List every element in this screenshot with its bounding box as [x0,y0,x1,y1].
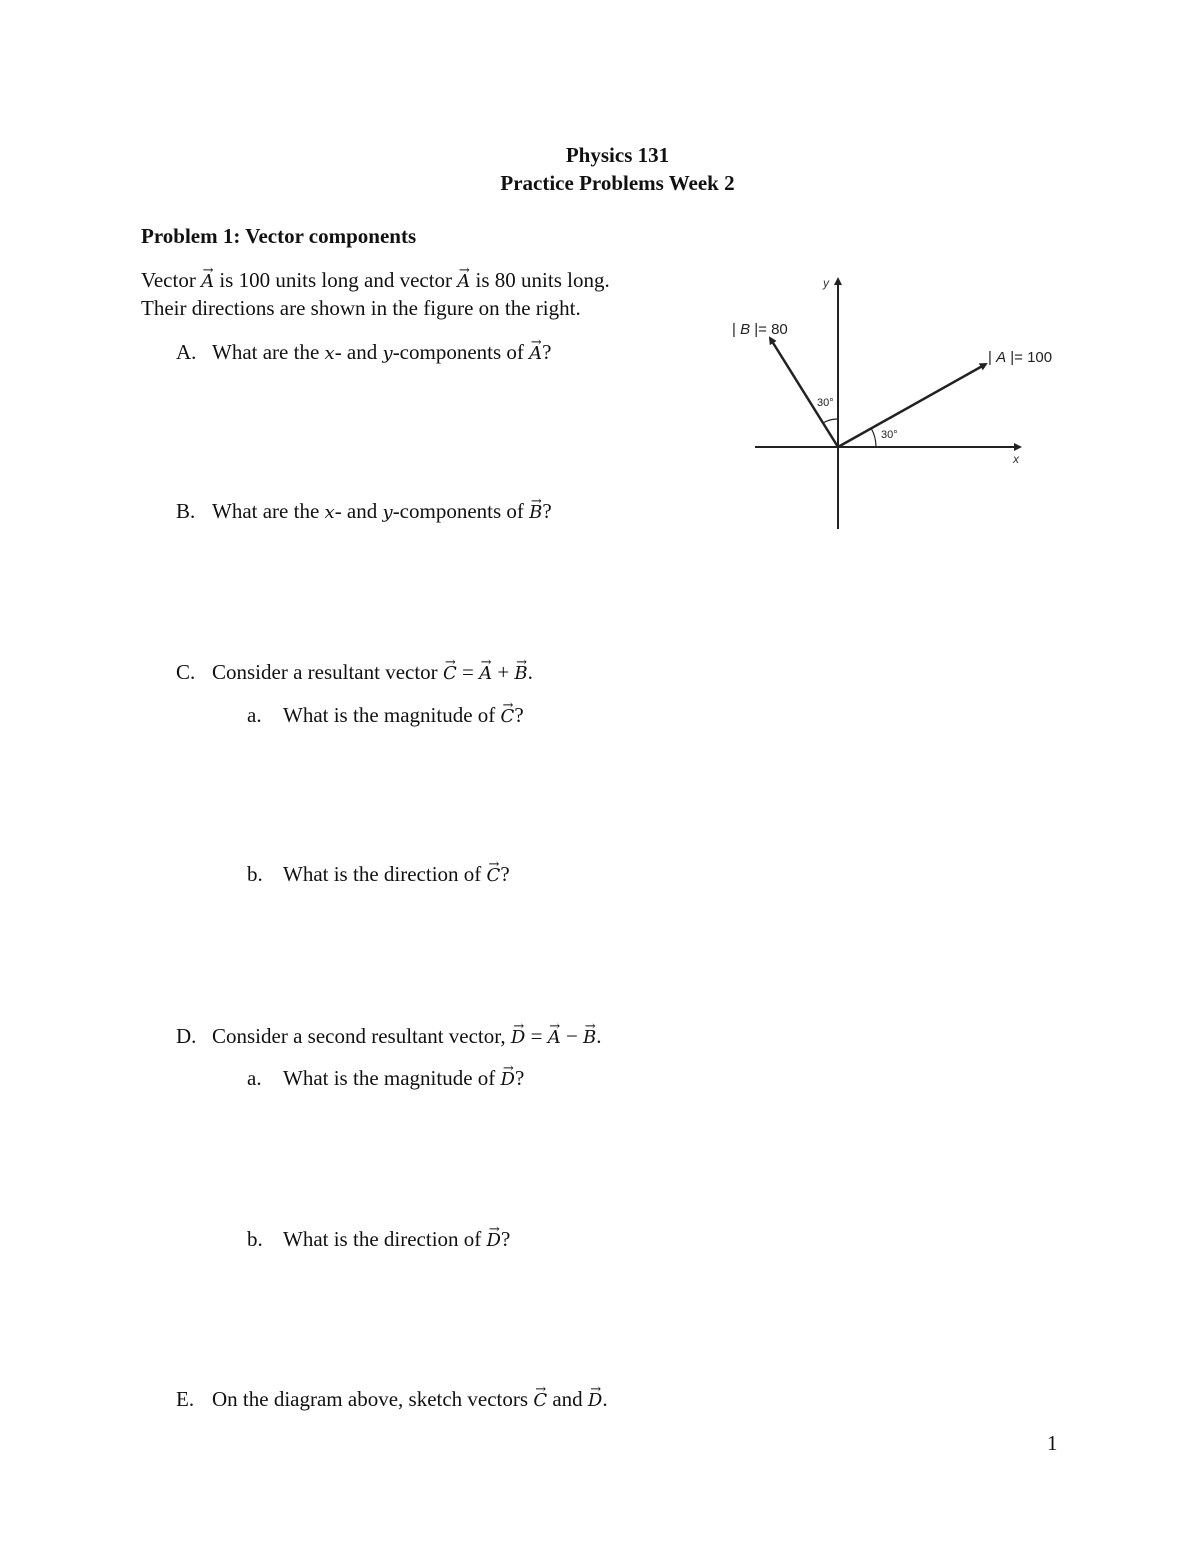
part-a-label: A. [176,340,197,364]
vector-b-magnitude-label: | B |= 80 [732,321,788,338]
part-b: B. What are the x- and y-components of → B? [176,499,552,524]
angle-a-label: 30° [881,429,898,441]
vector-a-arrow [838,364,986,447]
document-subtitle: Practice Problems Week 2 [500,171,735,195]
part-c-b: b. What is the direction of → C? [247,862,510,887]
vector-b-symbol: → B [529,502,542,523]
part-d-a: a. What is the magnitude of → D? [247,1066,524,1091]
angle-b-label: 30° [817,397,834,409]
part-c: C. Consider a resultant vector → C = → A + → B. [176,660,533,685]
vector-a-magnitude-label: | A |= 100 [988,349,1053,366]
part-c-label: C. [176,660,196,684]
vector-a-symbol: → A [529,343,542,364]
intro-line-1: Vector → A is 100 units long and vector → A is 80 units long. [141,268,610,293]
vector-diagram [720,265,1080,540]
part-a: A. What are the x- and y-components of → A? [176,340,552,365]
part-e-label: E. [176,1387,195,1411]
page-number: 1 [1047,1431,1058,1455]
problem-title: Problem 1: Vector components [141,224,417,248]
vector-a-symbol: → A [457,271,470,292]
part-d-b: b. What is the direction of → D? [247,1227,510,1252]
part-d-label: D. [176,1024,197,1048]
angle-a-arc [871,428,876,447]
part-c-a: a. What is the magnitude of → C? [247,703,524,728]
vector-b-arrow [770,338,838,447]
vector-a-symbol: → A [201,271,214,292]
course-title: Physics 131 [565,143,670,167]
angle-b-arc [823,419,838,423]
part-b-label: B. [176,499,196,523]
y-axis-label: y [823,276,829,290]
intro-line-2: Their directions are shown in the figure on the right. [141,296,581,320]
x-axis-label: x [1013,452,1019,466]
part-e: E. On the diagram above, sketch vectors → C and → D. [176,1387,608,1412]
part-d: D. Consider a second resultant vector, → D = → A − → B. [176,1024,602,1049]
